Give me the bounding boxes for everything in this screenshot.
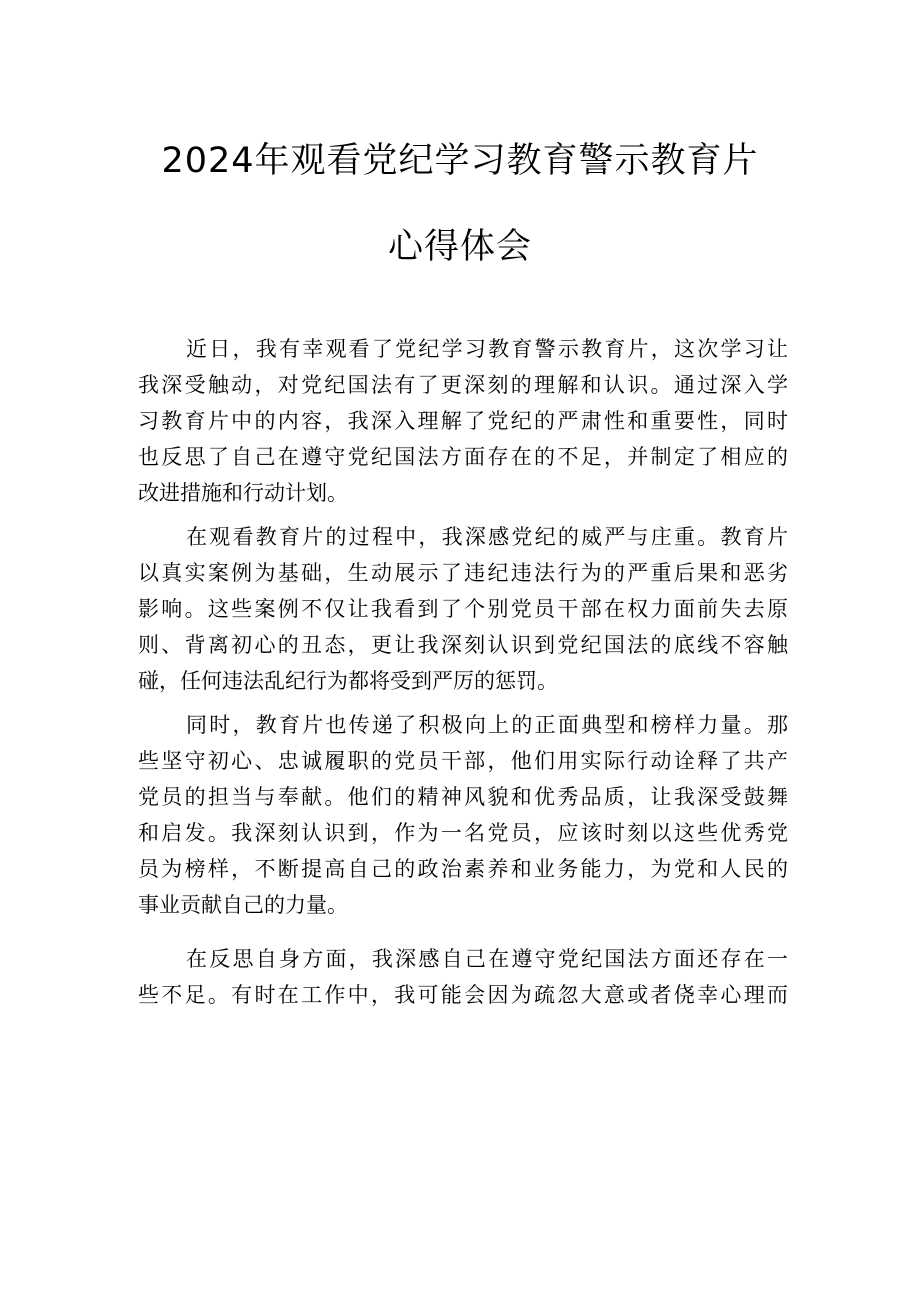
paragraph-line: 和启发。我深刻认识到，作为一名党员，应该时刻以这些优秀党: [138, 821, 788, 845]
paragraph-line: 事业贡献自己的力量。: [138, 893, 348, 917]
paragraph-line: 以真实案例为基础，生动展示了违纪违法行为的严重后果和恶劣: [138, 561, 788, 585]
paragraph-line: 则、背离初心的丑态，更让我深刻认识到党纪国法的底线不容触: [138, 633, 788, 657]
paragraph-line: 改进措施和行动计划。: [138, 481, 348, 505]
document-title-line-1: 2024年观看党纪学习教育警示教育片: [161, 141, 759, 181]
paragraph-line: 在反思自身方面，我深感自己在遵守党纪国法方面还存在一: [186, 947, 788, 971]
paragraph-line: 同时，教育片也传递了积极向上的正面典型和榜样力量。那: [186, 713, 788, 737]
paragraph-1: [138, 331, 788, 511]
paragraph-line: 员为榜样，不断提高自己的政治素养和业务能力，为党和人民的: [138, 857, 788, 881]
paragraph-line: 些坚守初心、忠诚履职的党员干部，他们用实际行动诠释了共产: [138, 749, 788, 773]
paragraph-line: 党员的担当与奉献。他们的精神风貌和优秀品质，让我深受鼓舞: [138, 785, 788, 809]
document-body: [138, 331, 788, 1013]
paragraph-3: [138, 707, 788, 923]
paragraph-line: 影响。这些案例不仅让我看到了个别党员干部在权力面前失去原: [138, 597, 788, 621]
document-title-line-2: 心得体会: [387, 227, 532, 267]
paragraph-line: 我深受触动，对党纪国法有了更深刻的理解和认识。通过深入学: [138, 373, 788, 397]
paragraph-line: 也反思了自己在遵守党纪国法方面存在的不足，并制定了相应的: [138, 445, 788, 469]
paragraph-4: [138, 941, 788, 1013]
paragraph-line: 近日，我有幸观看了党纪学习教育警示教育片，这次学习让: [186, 337, 788, 361]
paragraph-line: 些不足。有时在工作中，我可能会因为疏忽大意或者侥幸心理而: [138, 983, 788, 1007]
paragraph-line: 习教育片中的内容，我深入理解了党纪的严肃性和重要性，同时: [138, 409, 788, 433]
paragraph-line: 在观看教育片的过程中，我深感党纪的威严与庄重。教育片: [186, 525, 788, 549]
paragraph-line: 碰，任何违法乱纪行为都将受到严厉的惩罚。: [138, 669, 558, 693]
paragraph-2: [138, 519, 788, 699]
